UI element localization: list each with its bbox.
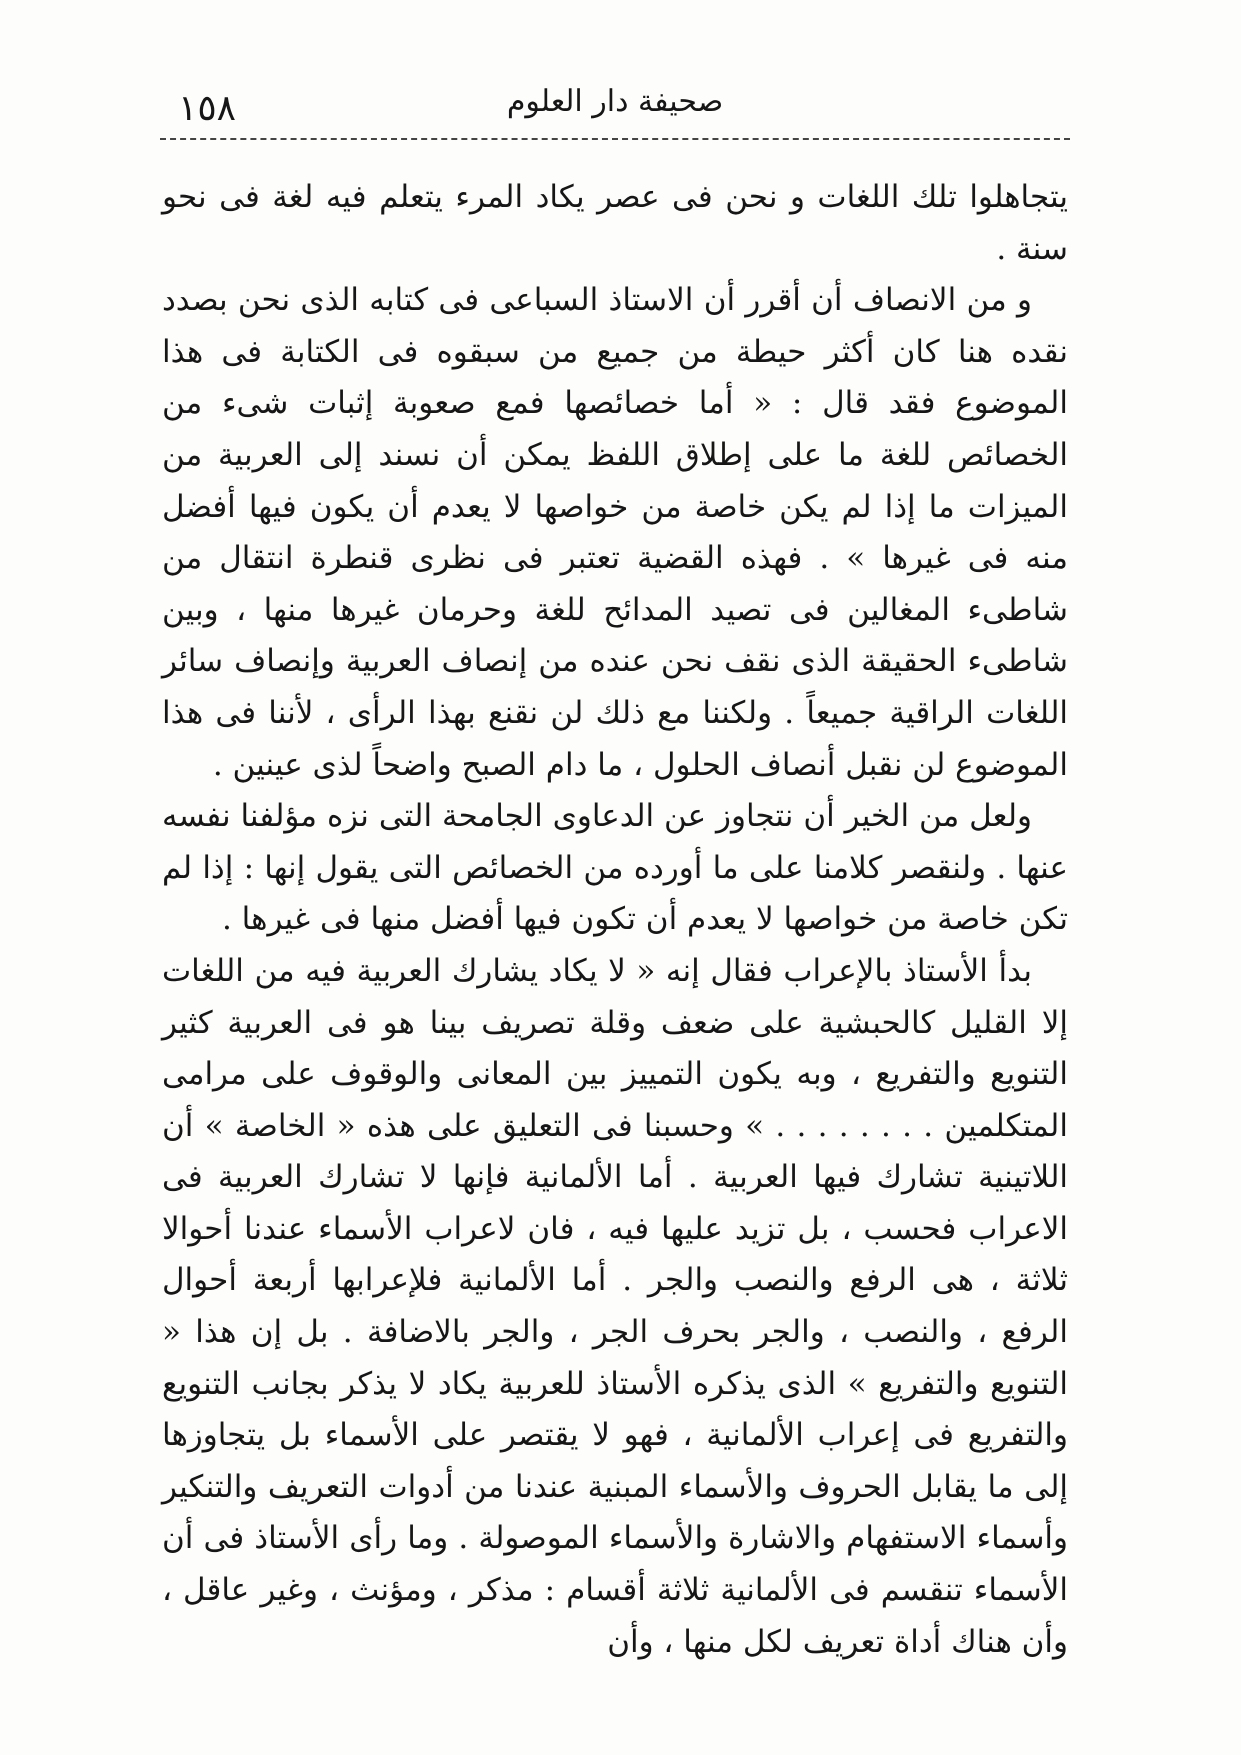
page-header [160, 78, 1070, 138]
page-number: ١٥٨ [178, 88, 237, 129]
paragraph-3: ولعل من الخير أن نتجاوز عن الدعاوى الجامحة التى نزه مؤلفنا نفسه عنها . ولنقصر كلامنا على ما أورده من الخصائص التى يقول إنها : إذا لم تكن خاصة من خواصها لا يعدم أن تكون فيها أفضل منها فى غيرها . [162, 798, 1068, 938]
body-text [162, 172, 1068, 1668]
paragraph-1: يتجاهلوا تلك اللغات و نحن فى عصر يكاد المرء يتعلم فيه لغة فى نحو سنة . [162, 179, 1068, 267]
paragraph-4: بدأ الأستاذ بالإعراب فقال إنه « لا يكاد يشارك العربية فيه من اللغات إلا القليل كالحبشية على ضعف وقلة تصريف بينا هو فى العربية كثير التنويع والتفريع ، وبه يكون التمييز بين المعانى والوقوف على مرامى المتكلمين . . . . . . . . » وحسبنا فى التعليق على هذه « الخاصة » أن اللاتينية تشارك فيها العربية . أما الألمانية فإنها لا تشارك العربية فى الاعراب فحسب ، بل تزيد عليها فيه ، فان لاعراب الأسماء عندنا أحوالا ثلاثة ، هى الرفع والنصب والجر . أما الألمانية فلإعرابها أربعة أحوال الرفع ، والنصب ، والجر بحرف الجر ، والجر بالاضافة . بل إن هذا « التنويع والتفريع » الذى يذكره الأستاذ للعربية يكاد لا يذكر بجانب التنويع والتفريع فى إعراب الألمانية ، فهو لا يقتصر على الأسماء بل يتجاوزها إلى ما يقابل الحروف والأسماء المبنية عندنا من أدوات التعريف والتنكير وأسماء الاستفهام والاشارة والأسماء الموصولة . وما رأى الأستاذ فى أن الأسماء تنقسم فى الألمانية ثلاثة أقسام : مذكر ، ومؤنث ، وغير عاقل ، وأن هناك أداة تعريف لكل منها ، وأن [162, 952, 1068, 1660]
paragraph-2: و من الانصاف أن أقرر أن الاستاذ السباعى فى كتابه الذى نحن بصدد نقده هنا كان أكثر حيطة من جميع من سبقوه فى الكتابة فى هذا الموضوع فقد قال : « أما خصائصها فمع صعوبة إثبات شىء من الخصائص للغة ما على إطلاق اللفظ يمكن أن نسند إلى العربية من الميزات ما إذا لم يكن خاصة من خواصها لا يعدم أن يكون فيها أفضل منه فى غيرها » . فهذه القضية تعتبر فى نظرى قنطرة انتقال من شاطىء المغالين فى تصيد المدائح للغة وحرمان غيرها منها ، وبين شاطىء الحقيقة الذى نقف نحن عنده من إنصاف العربية وإنصاف سائر اللغات الراقية جميعاً . ولكننا مع ذلك لن نقنع بهذا الرأى ، لأننا فى هذا الموضوع لن نقبل أنصاف الحلول ، ما دام الصبح واضحاً لذى عينين . [162, 282, 1068, 783]
header-divider [160, 138, 1070, 140]
running-title: صحيفة دار العلوم [506, 84, 724, 119]
